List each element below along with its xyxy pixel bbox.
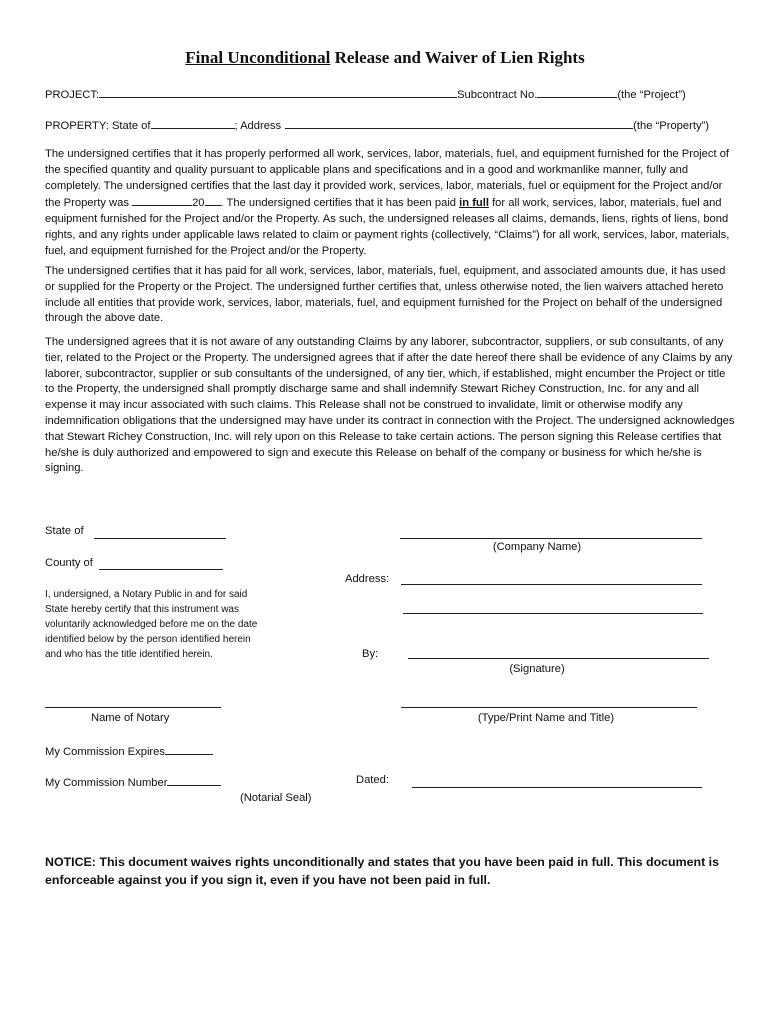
p1-text-a: The undersigned certifies that it has properly performed all work, services, labor, materials, fuel, and equipment furnished for the Project of the specified quantity and quality pursuant to applicable plans and specifications and in a good and workmanlike manner, fully and completely. The undersigned certifies that the last day it provided work, services, labor, materials, fuel or equipment for the Project and/or the Property was [45, 148, 730, 210]
company-name-caption: (Company Name) [492, 541, 582, 553]
p1-text-b: 20 [192, 197, 205, 210]
address-field-2[interactable] [403, 613, 703, 614]
dated-label: Dated: [356, 774, 389, 786]
property-line [45, 117, 709, 132]
title-underlined: Final Unconditional [185, 48, 331, 67]
name-title-field[interactable] [401, 707, 697, 708]
notary-statement-line: voluntarily acknowledged before me on the date [45, 619, 258, 630]
name-title-caption: (Type/Print Name and Title) [477, 712, 615, 724]
p2-text: The undersigned certifies that it has paid for all work, services, labor, materials, fuel, equipment, and associated amounts due, it has used or supplied for the Property or the Project. The undersigned further certifies that, unless otherwise noted, the lien waivers attached hereto include all entities that provide work, services, labor, materials, fuel, and equipment furnished for the Project on behalf of the undersigned through the above date. [45, 265, 726, 325]
notary-statement [45, 587, 257, 662]
in-full-emphasis: in full [459, 197, 489, 210]
project-line [45, 86, 686, 101]
project-suffix: (the “Project”) [617, 89, 686, 101]
paragraph-2 [45, 264, 735, 327]
company-name-field[interactable] [400, 538, 702, 539]
dated-field[interactable] [412, 787, 702, 788]
notary-county-label: County of [45, 557, 93, 569]
notary-statement-line: State hereby certify that this instrument was [45, 604, 239, 615]
notary-state-line [45, 525, 84, 537]
notary-county-field[interactable] [99, 569, 223, 570]
p1-text-c: . The undersigned certifies that it has been paid [220, 197, 460, 210]
p1-text-d: for all work, services, labor, materials, fuel and equipment furnished for the Project and/or the Property. As such, the undersigned releases all claims, demands, liens, rights of liens, bond rights, and any rights under applicable laws related to claim or payment rights (collectively, “Claims”) for all work, services, labor, materials, fuel, and equipment furnished for the Project and/or the Property. [45, 197, 730, 257]
commission-number-label: My Commission Number [45, 777, 168, 789]
commission-expires-label: My Commission Expires [45, 746, 165, 758]
commission-expires-line [45, 743, 213, 758]
year-field[interactable] [205, 194, 221, 206]
p3-text: The undersigned agrees that it is not aware of any outstanding Claims by any laborer, subcontractor, suppliers, or sub consultants, of any tier, related to the Project or the Property. The undersigned agrees that if after the date hereof there shall be evidence of any Claims by any laborer, subcontractor, supplier or sub consultants of the undersigned, of any tier, which, if established, might encumber the Project or title to the Property, the undersigned shall promptly discharge same and shall indemnify Stewart Richey Construction, Inc. for any and all expense it may incur associated with such claims. This Release shall not be construed to invalidate, limit or otherwise modify any indemnification obligations that the undersigned may have under its contract in connection with the Project. The undersigned acknowledges that Stewart Richey Construction, Inc. will rely upon on this Release to take certain actions. The person signing this Release certifies that he/she is duly authorized and empowered to sign and execute this Release on behalf of the company or business for which he/she is signing. [45, 336, 735, 475]
notice-text: NOTICE: This document waives rights unconditionally and states that you have been paid in full. This document is enforceable against you if you sign it, even if you have not been paid in full. [45, 855, 720, 887]
by-label: By: [362, 648, 379, 660]
paragraph-3 [45, 335, 735, 477]
title-rest: Release and Waiver of Lien Rights [330, 48, 585, 67]
project-label: PROJECT: [45, 89, 100, 101]
commission-number-field[interactable] [167, 774, 221, 786]
property-state-field[interactable] [151, 117, 235, 129]
notarial-seal-label: (Notarial Seal) [240, 792, 312, 804]
property-state-label: PROPERTY: State of [45, 120, 151, 132]
address-label: Address: [345, 573, 390, 585]
notary-county-line [45, 557, 93, 569]
document-title [0, 48, 770, 68]
notary-state-label: State of [45, 525, 84, 537]
notary-name-label: Name of Notary [91, 712, 170, 724]
commission-number-line [45, 774, 221, 789]
last-day-field[interactable] [132, 194, 192, 206]
paragraph-1 [45, 147, 735, 260]
notary-state-field[interactable] [94, 538, 226, 539]
notary-name-field[interactable] [45, 707, 221, 708]
property-address-label: ; Address [234, 120, 282, 132]
address-field-1[interactable] [401, 584, 702, 585]
signature-field[interactable] [408, 658, 709, 659]
signature-caption: (Signature) [509, 663, 565, 675]
property-address-field[interactable] [285, 117, 633, 129]
notary-statement-line: I, undersigned, a Notary Public in and for said [45, 589, 248, 600]
commission-expires-field[interactable] [165, 743, 213, 755]
notary-statement-line: and who has the title identified herein. [45, 649, 213, 660]
subcontract-label: Subcontract No. [457, 89, 538, 101]
property-suffix: (the “Property”) [633, 120, 709, 132]
project-field[interactable] [99, 86, 457, 98]
notary-statement-line: identified below by the person identified herein [45, 634, 251, 645]
subcontract-field[interactable] [537, 86, 617, 98]
